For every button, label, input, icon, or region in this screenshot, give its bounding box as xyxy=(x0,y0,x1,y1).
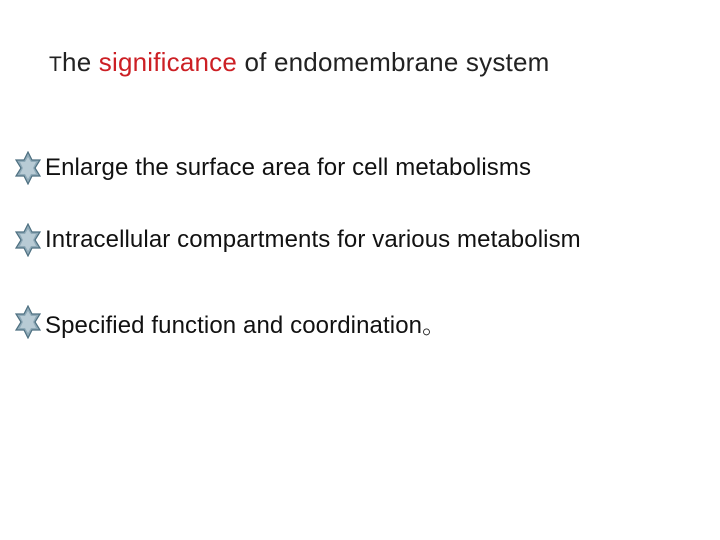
slide-title xyxy=(49,44,549,83)
bullet-text: Enlarge the surface area for cell metabolisms xyxy=(45,154,532,181)
bullet-item xyxy=(15,304,446,340)
bullet-text: Specified function and coordination。 xyxy=(45,311,447,339)
title-highlight: significance xyxy=(98,47,238,77)
title-text-after: of endomembrane system xyxy=(237,47,550,77)
star-bullet-icon xyxy=(15,151,41,185)
bullet-item xyxy=(15,150,531,186)
bullet-text: Intracellular compartments for various metabolism xyxy=(45,226,581,253)
title-text-before: he xyxy=(62,47,99,77)
star-bullet-icon xyxy=(15,305,41,339)
star-bullet-icon xyxy=(15,223,41,257)
bullet-item xyxy=(15,222,581,258)
title-first-letter: T xyxy=(49,53,63,76)
